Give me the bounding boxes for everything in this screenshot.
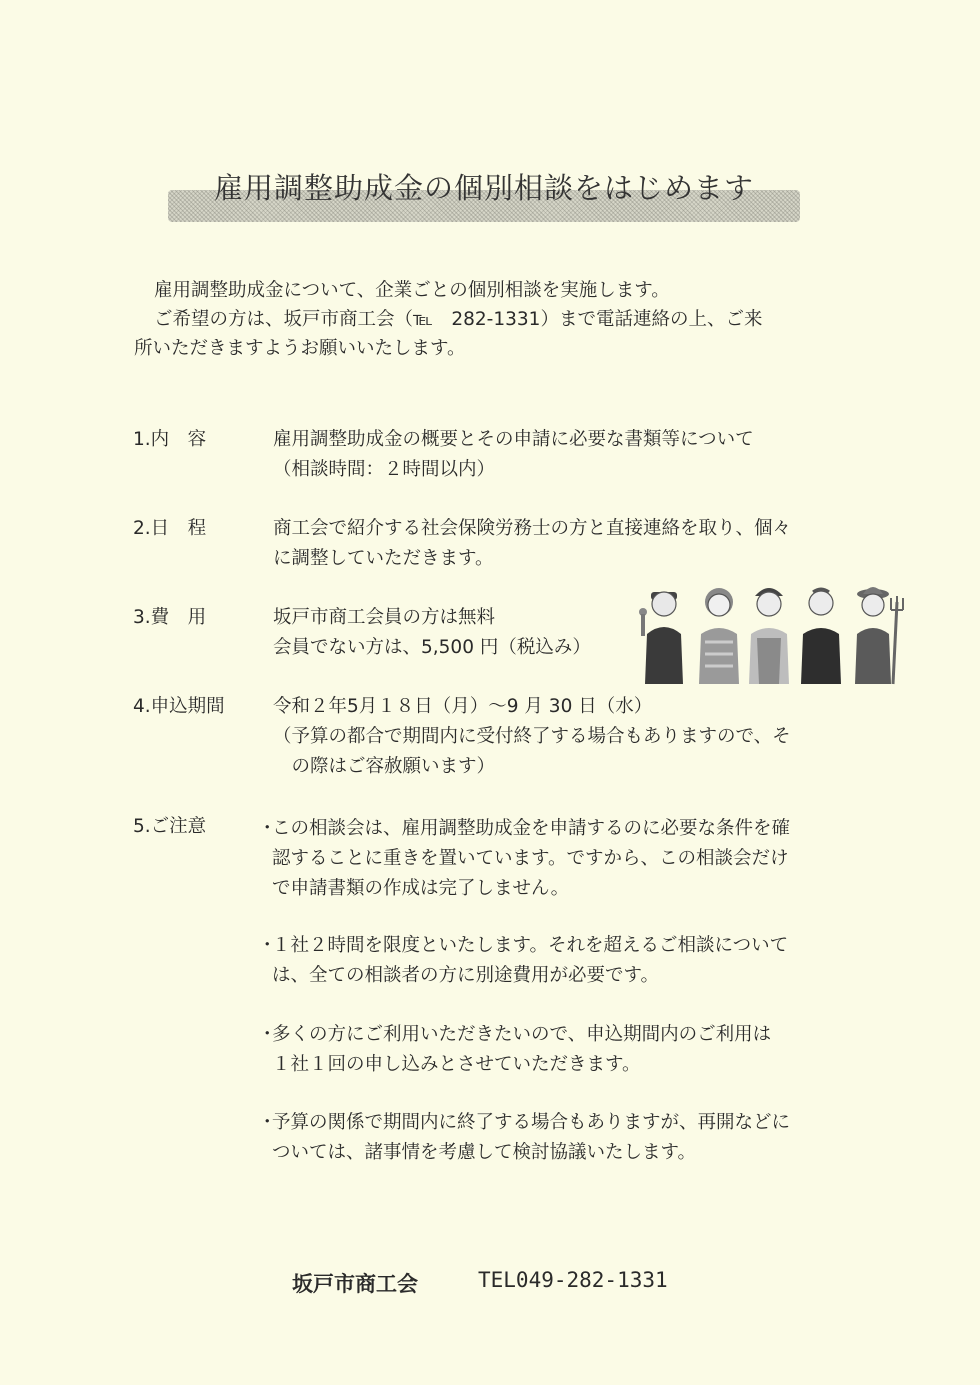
bullet: ・: [258, 1112, 277, 1133]
section-label: 5.ご注意: [133, 816, 207, 837]
note-line: は、全ての相談者の方に別途費用が必要です。: [272, 965, 660, 986]
section-line: の際はご容赦願います）: [273, 756, 496, 777]
section-line: （予算の都合で期間内に受付終了する場合もありますので、そ: [273, 726, 791, 747]
footer-org: 坂戸市商工会: [292, 1272, 418, 1296]
section-line: 雇用調整助成金の概要とその申請に必要な書類等について: [273, 429, 754, 450]
section-line: に調整していただきます。: [273, 548, 494, 569]
footer-tel: TEL049-282-1331: [478, 1268, 668, 1292]
note-line: 多くの方にご利用いただきたいので、申込期間内のご利用は: [272, 1024, 772, 1045]
note-line: 認することに重きを置いています。ですから、この相談会だけ: [272, 848, 789, 869]
note-line: １社１回の申し込みとさせていただきます。: [272, 1054, 641, 1075]
note-line: ついては、諸事情を考慮して検討協議いたします。: [272, 1142, 697, 1163]
intro-line: 雇用調整助成金について、企業ごとの個別相談を実施します。: [154, 280, 670, 301]
section-label: 2.日 程: [133, 518, 207, 539]
note-line: １社２時間を限度といたします。それを超えるご相談について: [272, 935, 789, 956]
page-title: 雇用調整助成金の個別相談をはじめます: [213, 171, 754, 205]
section-body: [273, 514, 843, 574]
section-body: [273, 692, 843, 782]
section-line: 坂戸市商工会員の方は無料: [273, 607, 496, 628]
intro-paragraph: [134, 276, 854, 363]
workers-illustration-icon: [635, 572, 910, 687]
intro-line: 所いただきますようお願いいたします。: [134, 338, 466, 359]
bullet: ・: [258, 1024, 277, 1045]
section-line: 令和２年5月１８日（月）～9 月 30 日（水）: [273, 696, 653, 717]
section-label: 1.内 容: [133, 429, 207, 450]
note-line: 予算の関係で期間内に終了する場合もありますが、再開などに: [272, 1112, 791, 1133]
section-label: 4.申込期間: [133, 696, 225, 717]
title-banner: [168, 168, 800, 226]
note-line: で申請書類の作成は完了しません。: [272, 878, 570, 899]
intro-line: ご希望の方は、坂戸市商工会（℡ 282-1331）まで電話連絡の上、ご来: [154, 309, 763, 330]
note-line: この相談会は、雇用調整助成金を申請するのに必要な条件を確: [272, 818, 791, 839]
section-line: 会員でない方は、5,500 円（税込み）: [273, 637, 591, 658]
section-line: 商工会で紹介する社会保険労務士の方と直接連絡を取り、個々: [273, 518, 792, 539]
section-body: [273, 425, 843, 485]
section-label: 3.費 用: [133, 607, 207, 628]
bullet: ・: [258, 935, 277, 956]
bullet: ・: [258, 818, 277, 839]
section-line: （相談時間：２時間以内）: [273, 459, 496, 480]
